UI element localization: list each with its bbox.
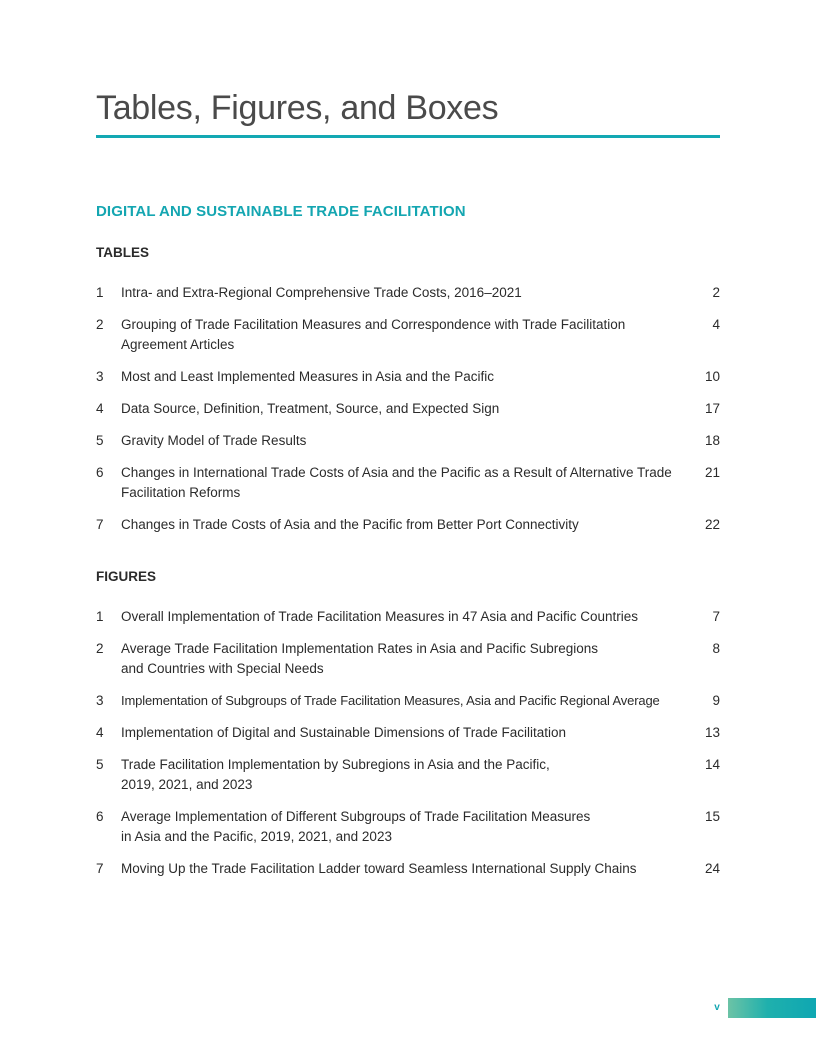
entry-page: 7 [712,609,720,624]
entry-title: Overall Implementation of Trade Facilitation Measures in 47 Asia and Pacific Countries [121,609,639,624]
entry-page: 13 [704,725,720,740]
entry-title-line: in Asia and the Pacific, 2019, 2021, and 2023 [121,829,392,844]
entry-page: 15 [704,809,720,824]
toc-entry[interactable] [96,399,720,419]
toc-entry[interactable] [96,431,720,451]
entry-title [121,807,680,847]
toc-entry[interactable] [96,315,720,355]
entry-number: 4 [96,401,104,416]
entry-number: 6 [96,809,104,824]
entry-title: Changes in Trade Costs of Asia and the Pacific from Better Port Connectivity [121,517,579,532]
entry-page: 14 [704,757,720,772]
entry-page: 17 [704,401,720,416]
toc-entry[interactable] [96,367,720,387]
entry-title-line: Average Trade Facilitation Implementation Rates in Asia and Pacific Subregions [121,641,599,656]
toc-entry[interactable] [96,515,720,535]
entry-page: 9 [712,693,720,708]
entry-title [121,315,680,355]
entry-title-line: Trade Facilitation Implementation by Subregions in Asia and the Pacific, [121,757,550,772]
toc-entry[interactable] [96,607,720,627]
title-rule [96,135,720,138]
entry-title [121,463,680,503]
entry-title [121,639,680,679]
toc-entry[interactable] [96,755,720,795]
footer-accent-bar [728,998,816,1018]
entry-number: 3 [96,369,104,384]
figures-list [96,607,720,891]
entry-title: Most and Least Implemented Measures in Asia and the Pacific [121,369,494,384]
entry-title: Implementation of Digital and Sustainable Dimensions of Trade Facilitation [121,725,566,740]
entry-title: Moving Up the Trade Facilitation Ladder toward Seamless International Supply Chains [121,861,637,876]
entry-number: 2 [96,641,104,656]
entry-page: 22 [704,517,720,532]
entry-title: Implementation of Subgroups of Trade Facilitation Measures, Asia and Pacific Regional Average [121,693,660,708]
toc-entry[interactable] [96,283,720,303]
entry-number: 7 [96,517,104,532]
entry-page: 18 [704,433,720,448]
entry-title: Data Source, Definition, Treatment, Source, and Expected Sign [121,401,500,416]
toc-entry[interactable] [96,639,720,679]
entry-title-line: Grouping of Trade Facilitation Measures and Correspondence with Trade Facilitation [121,317,626,332]
entry-page: 21 [704,465,720,480]
entry-title-line: Facilitation Reforms [121,485,241,500]
tables-heading: TABLES [96,245,149,260]
entry-page: 24 [704,861,720,876]
toc-entry[interactable] [96,691,720,711]
entry-title-line: Average Implementation of Different Subgroups of Trade Facilitation Measures [121,809,591,824]
entry-page: 10 [704,369,720,384]
entry-number: 1 [96,609,104,624]
entry-number: 6 [96,465,104,480]
entry-number: 1 [96,285,104,300]
toc-entry[interactable] [96,859,720,879]
entry-title-line: and Countries with Special Needs [121,661,324,676]
entry-title-line: Changes in International Trade Costs of Asia and the Pacific as a Result of Alternative Trade [121,465,672,480]
toc-entry[interactable] [96,463,720,503]
page-number: v [714,1002,720,1013]
entry-number: 7 [96,861,104,876]
entry-page: 2 [712,285,720,300]
section-heading: DIGITAL AND SUSTAINABLE TRADE FACILITATION [96,203,466,220]
toc-entry[interactable] [96,723,720,743]
entry-number: 5 [96,433,104,448]
entry-number: 2 [96,317,104,332]
entry-title [121,755,680,795]
toc-entry[interactable] [96,807,720,847]
entry-title-line: Agreement Articles [121,337,235,352]
entry-title: Gravity Model of Trade Results [121,433,307,448]
entry-number: 3 [96,693,104,708]
figures-heading: FIGURES [96,569,157,584]
page-title: Tables, Figures, and Boxes [96,89,499,127]
entry-page: 8 [712,641,720,656]
entry-title: Intra- and Extra-Regional Comprehensive Trade Costs, 2016–2021 [121,285,522,300]
tables-list [96,283,720,547]
entry-number: 4 [96,725,104,740]
entry-page: 4 [712,317,720,332]
entry-number: 5 [96,757,104,772]
entry-title-line: 2019, 2021, and 2023 [121,777,253,792]
